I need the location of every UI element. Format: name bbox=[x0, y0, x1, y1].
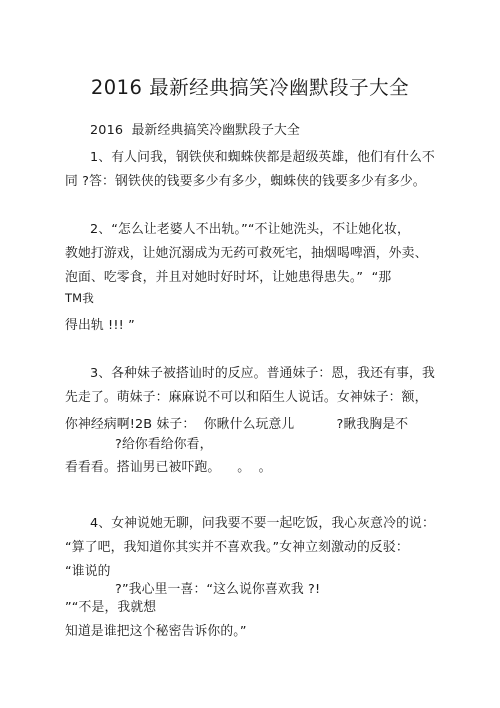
joke-2-line-2: 教她打游戏，让她沉溺成为无药可救死宅，抽烟喝啤酒，外卖、 bbox=[65, 246, 428, 261]
joke-3-line-4: ?给你看给你看， bbox=[115, 437, 213, 452]
joke-2-line-5: 得出轨 !!! ” bbox=[65, 318, 135, 333]
joke-2-line-1: 2、“怎么让老婆人不出轨。”“不让她洗头，不让她化妆， bbox=[90, 222, 411, 237]
joke-3-line-3: 你神经病啊!2B 妹子： 你瞅什么玩意儿 ?瞅我胸是不 bbox=[65, 417, 409, 432]
joke-2-line-3: 泡面、吃零食，并且对她时好时坏，让她患得患失。” “那 bbox=[65, 270, 392, 285]
document-subtitle: 2016 最新经典搞笑冷幽默段子大全 bbox=[90, 123, 300, 138]
document-title: 2016 最新经典搞笑冷幽默段子大全 bbox=[90, 76, 410, 99]
joke-4-line-5: ”“不是，我就想 bbox=[65, 600, 157, 615]
joke-4-line-3: “谁说的 bbox=[65, 564, 111, 579]
joke-3-line-5: 看看看。搭讪男已被吓跑。 。 。 bbox=[65, 460, 272, 475]
joke-1-line-2: 同 ?答：钢铁侠的钱要多少有多少，蜘蛛侠的钱要多少有多少。 bbox=[65, 174, 426, 189]
joke-1-line-1: 1、有人问我，钢铁侠和蜘蛛侠都是超级英雄，他们有什么不 bbox=[90, 150, 435, 165]
joke-2-line-4: TM我 bbox=[65, 291, 94, 305]
joke-3-line-1: 3、各种妹子被搭讪时的反应。普通妹子：恩，我还有事，我 bbox=[90, 366, 435, 381]
joke-4-line-1: 4、女神说她无聊，问我要不要一起吃饭，我心灰意冷的说： bbox=[90, 516, 435, 531]
joke-4-line-2: “算了吧，我知道你其实并不喜欢我。”女神立刻激动的反驳： bbox=[65, 540, 409, 555]
joke-4-line-4: ?”我心里一喜：“这么说你喜欢我 ?! bbox=[115, 582, 321, 597]
joke-4-line-6: 知道是谁把这个秘密告诉你的。” bbox=[65, 624, 247, 639]
joke-3-line-2: 先走了。萌妹子：麻麻说不可以和陌生人说话。女神妹子：额， bbox=[65, 390, 428, 405]
